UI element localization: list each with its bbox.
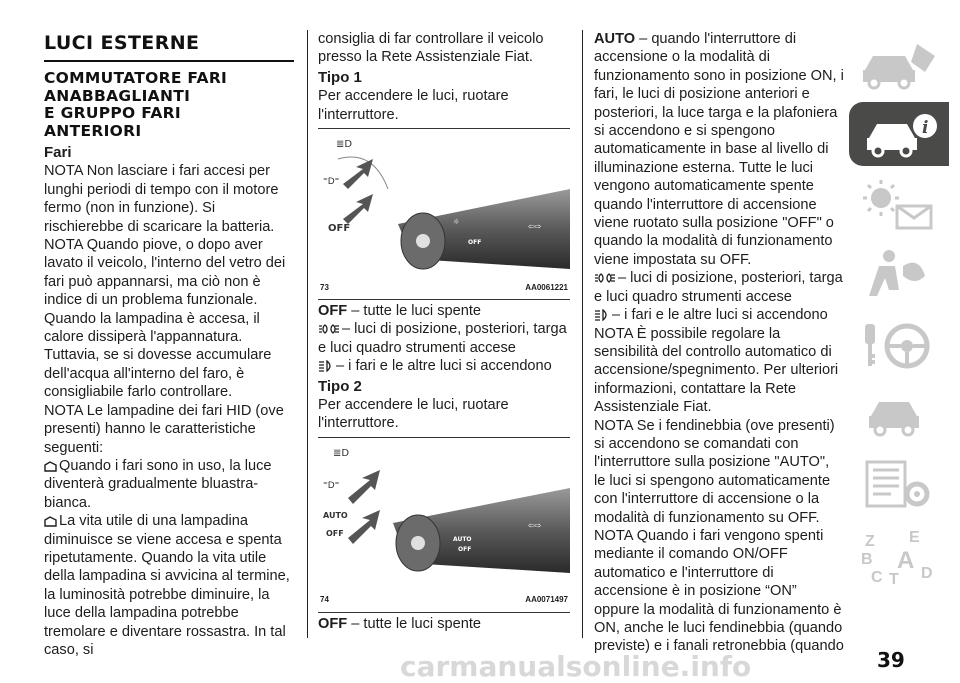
note-bullet-icon (44, 461, 57, 472)
headlight-icon: ≣D (333, 447, 350, 459)
column-2 (318, 30, 570, 633)
position-light-icon: ⁼D⁼ (323, 177, 340, 188)
auto-text: – quando l'interruttore di accensione o la modalità di funzionamento sono in posizione ON, i fari, le luci di posizione anteriori e posteriori, la luce targa e la plafoniera si accendono e si spengono automaticamente in base al livello di illuminazione esterna. Tutte le luci vengono automaticamente spente quando l'interruttore di accensione viene ruotato sulla posizione "OFF" o quando la modalità di funzionamento viene impostata su OFF. (594, 31, 844, 268)
heading-tipo-1: Tipo 1 (318, 68, 362, 86)
figure-code: AA0071497 (525, 595, 568, 605)
heading-tipo-2: Tipo 2 (318, 377, 362, 395)
position-light-icon: ⁼D⁼ (323, 480, 340, 491)
bullet-text: Quando i fari sono in uso, la luce diventerà gradualmente bluastra-bianca. (44, 457, 272, 511)
nota-sensibilita: NOTA È possibile regolare la sensibilità del controllo automatico di accensione/spegnimento. Per ulteriori informazioni, contattare la Rete Assistenziale Fiat. (594, 325, 839, 416)
light-switch-illustration (318, 129, 570, 299)
t1-pos-line (318, 320, 570, 357)
watermark: carmanualsonline.info (400, 650, 752, 683)
off-label: OFF (318, 615, 348, 632)
column-3 (594, 30, 844, 656)
section-title: LUCI ESTERNE (44, 32, 200, 54)
car-service-icon (859, 386, 939, 442)
letter-b: B (861, 551, 873, 568)
subtitle-line: ANABBAGLIANTI (44, 86, 191, 105)
index-az-icon (859, 526, 939, 586)
intro-text: consiglia di far controllare il veicolo presso la Rete Assistenziale Fiat. (318, 31, 544, 66)
switch-auto-label: AUTO (453, 535, 472, 543)
maintenance-list-icon (859, 456, 939, 512)
tab-index-az[interactable] (849, 522, 949, 586)
figure-number: 73 (320, 282, 329, 292)
figure-73-light-switch (318, 128, 570, 300)
airbag-seat-icon (859, 246, 939, 302)
headlight-icon (318, 360, 334, 372)
tab-airbag-seat[interactable] (849, 242, 949, 306)
car-lights-info-icon (859, 106, 939, 162)
head-desc: – i fari e le altre luci si accendono (336, 358, 552, 375)
column-1 (44, 30, 294, 659)
subtitle-line: E GRUPPO FARI (44, 104, 181, 122)
column-divider (307, 30, 308, 638)
tab-warning-lights[interactable] (849, 172, 949, 236)
off-label: OFF (318, 303, 348, 320)
page-number: 39 (877, 648, 905, 672)
letter-a: A (897, 547, 915, 574)
letter-c: C (871, 569, 883, 586)
tipo-2-text: Per accendere le luci, ruotare l'interruttore. (318, 397, 509, 432)
pos-desc: – luci di posizione, posteriori, targa e luci quadro strumenti accese (318, 321, 567, 356)
car-info-icon (859, 36, 939, 92)
warning-lights-icon (859, 176, 939, 232)
letter-e: E (909, 529, 920, 546)
column-divider (582, 30, 583, 638)
headlight-icon (594, 309, 610, 321)
letter-t: T (889, 571, 899, 586)
t2-off-line (318, 615, 570, 633)
subtitle-line: ANTERIORI (44, 121, 142, 140)
bullet-item (44, 457, 294, 512)
pos-line (594, 269, 844, 306)
off-label: OFF (328, 223, 351, 235)
off-desc: – tutte le luci spente (347, 303, 482, 320)
tab-car-info[interactable] (849, 32, 949, 96)
figure-code: AA0061221 (525, 282, 568, 292)
head-desc: – i fari e le altre luci si accendono (612, 307, 828, 324)
off-label: OFF (326, 528, 344, 538)
figure-number: 74 (320, 595, 329, 605)
tab-car-service[interactable] (849, 382, 949, 446)
auto-label: AUTO (594, 31, 636, 47)
nota-appannamento: NOTA Quando piove, o dopo aver lavato il veicolo, l'interno del vetro dei fari può appannarsi, ma ciò non è indice di un problema funzionale. Quando la lampadina è accesa, il calore dissiperà l'appannatura. Tuttavia, se si dovesse accumulare dell'acqua all'interno del faro, è consigliabile farlo controllare. (44, 237, 286, 401)
svg-text:i: i (922, 118, 929, 138)
section-subtitle (44, 70, 294, 140)
switch-off-label: OFF (468, 239, 482, 247)
tipo-1-text: Per accendere le luci, ruotare l'interruttore. (318, 88, 509, 123)
heading-fari: Fari (44, 144, 72, 161)
auto-desc (594, 30, 844, 269)
bullet-text: La vita utile di una lampadina diminuisce se viene accesa e spenta ripetutamente. Quando la vita utile della lampadina si avvicina al termine, la luminosità potrebbe diminuire, la luce della lampadina potrebbe tremolare e diventare rossastra. In tal caso, si (44, 513, 290, 658)
pos-desc: – luci di posizione, posteriori, targa e luci quadro strumenti accese (594, 270, 843, 305)
position-light-icon (318, 323, 340, 335)
letter-d: D (921, 565, 933, 582)
tab-maintenance-list[interactable] (849, 452, 949, 516)
switch-pos-icon: ☼ (453, 218, 460, 227)
head-line (594, 306, 844, 324)
letter-z: Z (865, 533, 875, 550)
note-bullet-icon (44, 516, 57, 527)
headlight-icon: ≣D (336, 139, 353, 151)
bullet-item (44, 512, 294, 659)
switch-off-label: OFF (458, 545, 472, 553)
subtitle-line: COMMUTATORE FARI (44, 69, 228, 87)
turn-signal-icon: ⇦⇨ (528, 520, 542, 530)
auto-label: AUTO (323, 510, 348, 520)
off-desc: – tutte le luci spente (347, 615, 482, 632)
key-steering-icon (859, 316, 939, 372)
title-rule (44, 60, 294, 62)
t1-head-line (318, 357, 570, 375)
light-switch-illustration (318, 438, 570, 612)
turn-signal-icon: ⇦⇨ (528, 222, 542, 232)
nota-hid: NOTA Le lampadine dei fari HID (ove presenti) hanno le caratteristiche seguenti: (44, 402, 284, 456)
nota-fendinebbia: NOTA Se i fendinebbia (ove presenti) si accendono se comandati con l'interruttore sulla posizione "AUTO", le luci si spengono automaticamente con l'interruttore di accensione o la modalità di funzionamento su OFF. (594, 417, 835, 526)
t1-off-line (318, 302, 570, 320)
nota-auto-off: NOTA Quando i fari vengono spenti mediante il comando ON/OFF automatico e l'interruttore di accensione è in posizione “ON” oppure la modalità di funzionamento è ON, anche le luci fendinebbia (quando previste) e i fanali retronebbia (quando (594, 527, 844, 655)
position-light-icon (594, 272, 616, 284)
figure-74-light-switch (318, 437, 570, 613)
tab-car-lights-info[interactable] (849, 102, 949, 166)
tab-key-steering[interactable] (849, 312, 949, 376)
chapter-tabs (849, 32, 960, 592)
nota-batteria: NOTA Non lasciare i fari accesi per lunghi periodi di tempo con il motore fermo (non in funzione). Si rischierebbe di scaricare la batteria. (44, 163, 279, 235)
